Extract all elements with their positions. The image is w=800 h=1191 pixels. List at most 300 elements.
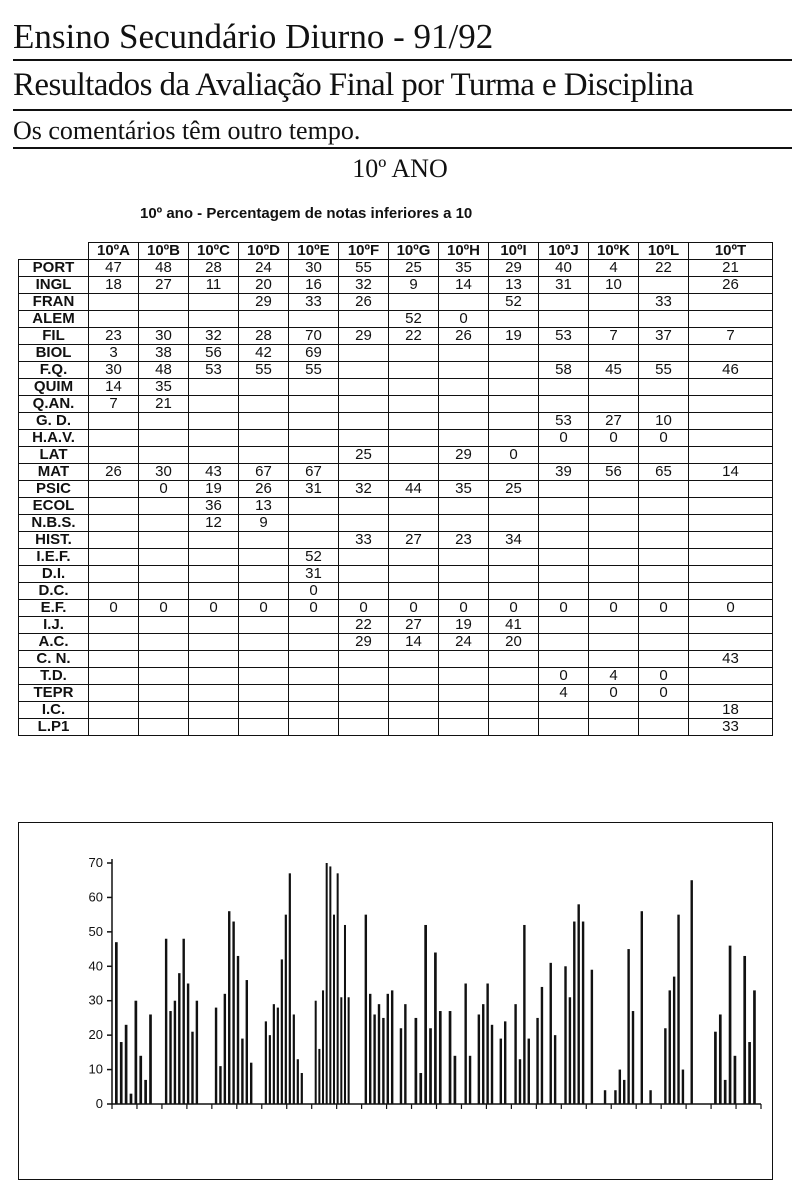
table-cell: 4 [539,685,589,702]
table-cell [289,668,339,685]
table-cell: 30 [89,362,139,379]
table-cell [389,464,439,481]
table-cell [639,549,689,566]
table-cell [339,413,389,430]
table-cell: 47 [89,260,139,277]
y-tick-label: 30 [88,992,103,1008]
table-cell: 56 [189,345,239,362]
row-label: T.D. [19,668,89,685]
table-row [19,634,773,651]
bar [604,1090,606,1104]
table-cell: 53 [539,328,589,345]
row-label: I.E.F. [19,549,89,566]
table-row [19,430,773,447]
table-cell [589,498,639,515]
bar [285,915,287,1104]
table-cell: 56 [589,464,639,481]
table-cell: 23 [89,328,139,345]
bar [378,1004,380,1104]
table-cell: 53 [539,413,589,430]
table-cell: 45 [589,362,639,379]
table-cell [689,515,773,532]
table-cell: 20 [489,634,539,651]
table-cell: 10 [589,277,639,294]
table-cell [589,481,639,498]
table-cell [89,498,139,515]
table-cell [89,719,139,736]
bar [619,1070,621,1104]
comment-line: Os comentários têm outro tempo. [13,112,792,149]
table-cell: 0 [289,600,339,617]
table-cell [339,583,389,600]
bar [550,963,552,1104]
table-cell: 55 [289,362,339,379]
table-cell [89,702,139,719]
column-header: 10ºH [439,243,489,260]
table-cell: 55 [339,260,389,277]
table-cell: 12 [189,515,239,532]
table-cell [89,294,139,311]
table-row [19,668,773,685]
bar-chart [18,822,773,1180]
report-subtitle: Resultados da Avaliação Final por Turma e Disciplina [13,61,792,111]
table-cell [239,566,289,583]
bar [246,980,248,1104]
table-row [19,498,773,515]
table-cell: 9 [389,277,439,294]
bar [714,1032,717,1104]
table-cell [139,634,189,651]
table-cell: 27 [139,277,189,294]
bar [582,922,584,1104]
table-cell [389,549,439,566]
table-row [19,362,773,379]
bar [125,1025,128,1104]
table-cell: 52 [289,549,339,566]
table-cell [589,634,639,651]
table-cell [539,617,589,634]
table-cell: 55 [639,362,689,379]
table-cell: 14 [689,464,773,481]
bar [297,1059,299,1104]
bar [387,994,389,1104]
table-cell [439,668,489,685]
table-cell [689,549,773,566]
table-cell [89,311,139,328]
table-cell: 37 [639,328,689,345]
table-cell [489,583,539,600]
table-cell: 33 [339,532,389,549]
table-row [19,600,773,617]
table-cell [189,566,239,583]
table-cell: 14 [389,634,439,651]
table-cell [139,498,189,515]
table-cell: 0 [139,600,189,617]
table-cell [139,532,189,549]
table-cell: 27 [389,617,439,634]
bar [382,1018,384,1104]
table-cell: 31 [289,566,339,583]
bar [743,956,746,1104]
table-cell: 26 [689,277,773,294]
table-cell: 0 [589,430,639,447]
table-cell: 0 [639,430,689,447]
bar [691,880,693,1104]
table-cell [589,515,639,532]
table-cell [539,549,589,566]
table-cell [439,464,489,481]
bar [729,946,732,1104]
table-row [19,702,773,719]
table-cell: 0 [89,600,139,617]
column-header: 10ºC [189,243,239,260]
table-cell [489,566,539,583]
column-header: 10ºK [589,243,639,260]
column-header: 10ºI [489,243,539,260]
column-header: 10ºJ [539,243,589,260]
table-cell [139,702,189,719]
bar [215,1008,217,1104]
table-cell [139,651,189,668]
table-cell [139,685,189,702]
bar [120,1042,123,1104]
table-cell: 0 [389,600,439,617]
table-cell [89,532,139,549]
table-cell [389,447,439,464]
table-cell [289,379,339,396]
table-cell [539,498,589,515]
table-cell [289,685,339,702]
bar [504,1021,506,1104]
table-cell [539,634,589,651]
y-tick-label: 40 [88,958,103,974]
table-cell [389,583,439,600]
bar [541,987,543,1104]
table-cell [439,549,489,566]
table-cell [339,685,389,702]
table-cell [339,651,389,668]
table-cell: 22 [339,617,389,634]
table-row [19,515,773,532]
row-label: F.Q. [19,362,89,379]
table-cell: 18 [689,702,773,719]
table-row [19,583,773,600]
table-cell [339,362,389,379]
table-cell [89,634,139,651]
table-cell: 30 [289,260,339,277]
table-cell [239,379,289,396]
table-cell [89,430,139,447]
column-header: 10ºG [389,243,439,260]
bar [149,1014,152,1104]
table-cell [689,583,773,600]
table-header-row [19,243,773,260]
table-cell: 0 [539,600,589,617]
bar [404,1004,406,1104]
row-label: I.C. [19,702,89,719]
table-cell: 4 [589,668,639,685]
table-cell: 0 [589,685,639,702]
bar [219,1066,221,1104]
table-cell [689,294,773,311]
table-cell: 13 [489,277,539,294]
row-label: Q.AN. [19,396,89,413]
table-cell [689,311,773,328]
table-cell [289,702,339,719]
row-label: ECOL [19,498,89,515]
table-cell: 34 [489,532,539,549]
bar [115,942,118,1104]
table-cell [589,294,639,311]
table-cell [589,583,639,600]
table-row [19,651,773,668]
bar [391,990,393,1104]
bar [340,997,342,1104]
results-table [18,242,773,736]
table-cell: 0 [239,600,289,617]
bar [289,873,291,1104]
table-cell [89,617,139,634]
bar [614,1090,616,1104]
table-cell [239,685,289,702]
row-label: MAT [19,464,89,481]
table-cell [689,379,773,396]
table-cell [439,702,489,719]
table-cell: 7 [689,328,773,345]
bar [187,984,189,1105]
table-cell [689,566,773,583]
table-cell: 16 [289,277,339,294]
table-cell [589,702,639,719]
table-cell: 52 [489,294,539,311]
table-cell [239,532,289,549]
table-row [19,345,773,362]
table-cell: 19 [489,328,539,345]
table-cell: 29 [339,634,389,651]
table-cell: 67 [239,464,289,481]
table-cell: 58 [539,362,589,379]
table-cell: 0 [289,583,339,600]
table-cell: 25 [389,260,439,277]
y-tick-label: 70 [88,855,103,870]
table-cell [589,719,639,736]
table-cell [539,702,589,719]
y-tick-label: 0 [95,1096,103,1111]
bar [269,1035,271,1104]
table-cell [89,685,139,702]
table-cell: 39 [539,464,589,481]
bar [348,997,350,1104]
table-cell [189,617,239,634]
table-cell [189,379,239,396]
table-cell [539,345,589,362]
table-cell [389,345,439,362]
table-cell [189,549,239,566]
table-cell [489,719,539,736]
bar [641,911,643,1104]
table-cell [639,311,689,328]
table-cell: 40 [539,260,589,277]
bar [400,1028,402,1104]
table-cell [239,396,289,413]
table-cell [539,566,589,583]
bar [673,977,675,1104]
table-corner [19,243,89,260]
table-cell [489,464,539,481]
bar [649,1090,651,1104]
table-cell [539,719,589,736]
table-cell: 43 [689,651,773,668]
table-cell [339,702,389,719]
table-cell [239,634,289,651]
row-label: QUIM [19,379,89,396]
table-cell [439,498,489,515]
table-cell: 4 [589,260,639,277]
table-cell [539,447,589,464]
table-cell: 0 [189,600,239,617]
table-cell: 35 [439,260,489,277]
table-cell: 0 [639,668,689,685]
table-row [19,260,773,277]
table-cell: 21 [689,260,773,277]
table-row [19,413,773,430]
table-cell [489,668,539,685]
bar [265,1021,267,1104]
table-cell: 70 [289,328,339,345]
table-cell: 35 [439,481,489,498]
row-label: TEPR [19,685,89,702]
table-cell: 25 [489,481,539,498]
bar [281,959,283,1104]
table-cell [439,345,489,362]
bar [753,990,756,1104]
row-label: ALEM [19,311,89,328]
table-cell [539,379,589,396]
table-cell [689,498,773,515]
table-cell [589,379,639,396]
table-cell [389,413,439,430]
table-cell [139,617,189,634]
bar [682,1070,684,1104]
table-cell [189,583,239,600]
row-label: INGL [19,277,89,294]
table-cell [339,719,389,736]
table-cell [189,430,239,447]
table-cell: 43 [189,464,239,481]
table-cell: 28 [189,260,239,277]
table-cell [339,464,389,481]
table-caption: 10º ano - Percentagem de notas inferiores a 10 [140,205,473,222]
table-cell [389,685,439,702]
row-label: H.A.V. [19,430,89,447]
table-cell [189,311,239,328]
table-cell [89,566,139,583]
table-cell: 0 [539,668,589,685]
table-cell [289,719,339,736]
table-cell [539,294,589,311]
bar [344,925,346,1104]
bar [591,970,593,1104]
table-cell [389,396,439,413]
bar [439,1011,442,1104]
table-cell [239,447,289,464]
table-cell [689,447,773,464]
bar [464,984,466,1105]
table-cell [539,481,589,498]
bar [322,990,324,1104]
row-label: N.B.S. [19,515,89,532]
table-cell [489,430,539,447]
table-cell [639,379,689,396]
table-row [19,566,773,583]
table-cell [589,566,639,583]
table-cell [389,362,439,379]
bar [623,1080,625,1104]
bar [241,1039,243,1104]
table-cell [289,311,339,328]
table-cell: 31 [289,481,339,498]
table-cell [639,345,689,362]
bar-chart-svg [19,823,774,1181]
table-cell: 13 [239,498,289,515]
table-cell [389,651,439,668]
table-row [19,447,773,464]
table-cell: 11 [189,277,239,294]
table-cell [339,549,389,566]
bar [482,1004,484,1104]
y-tick-label: 50 [88,923,103,939]
table-cell: 21 [139,396,189,413]
bar [301,1073,303,1104]
table-cell: 31 [539,277,589,294]
table-cell [589,345,639,362]
table-cell [239,617,289,634]
table-cell: 27 [389,532,439,549]
table-cell [439,430,489,447]
table-cell [589,651,639,668]
table-cell [339,566,389,583]
table-cell: 24 [439,634,489,651]
bar [165,939,167,1104]
bar [369,994,371,1104]
bar [419,1073,422,1104]
bar [449,1011,452,1104]
table-cell [439,396,489,413]
table-cell: 10 [639,413,689,430]
bar [250,1063,252,1104]
table-cell [89,549,139,566]
table-cell: 0 [639,600,689,617]
y-tick-label: 60 [88,889,103,905]
bar [677,915,679,1104]
table-cell [289,430,339,447]
table-cell [639,481,689,498]
table-row [19,685,773,702]
table-cell: 0 [439,600,489,617]
table-cell: 33 [289,294,339,311]
table-cell [89,515,139,532]
bar [293,1014,295,1104]
table-cell [639,702,689,719]
bar [429,1028,432,1104]
table-cell [639,719,689,736]
table-cell [389,379,439,396]
table-cell: 69 [289,345,339,362]
row-label: E.F. [19,600,89,617]
table-cell [139,447,189,464]
table-cell [189,634,239,651]
bar [573,922,575,1104]
